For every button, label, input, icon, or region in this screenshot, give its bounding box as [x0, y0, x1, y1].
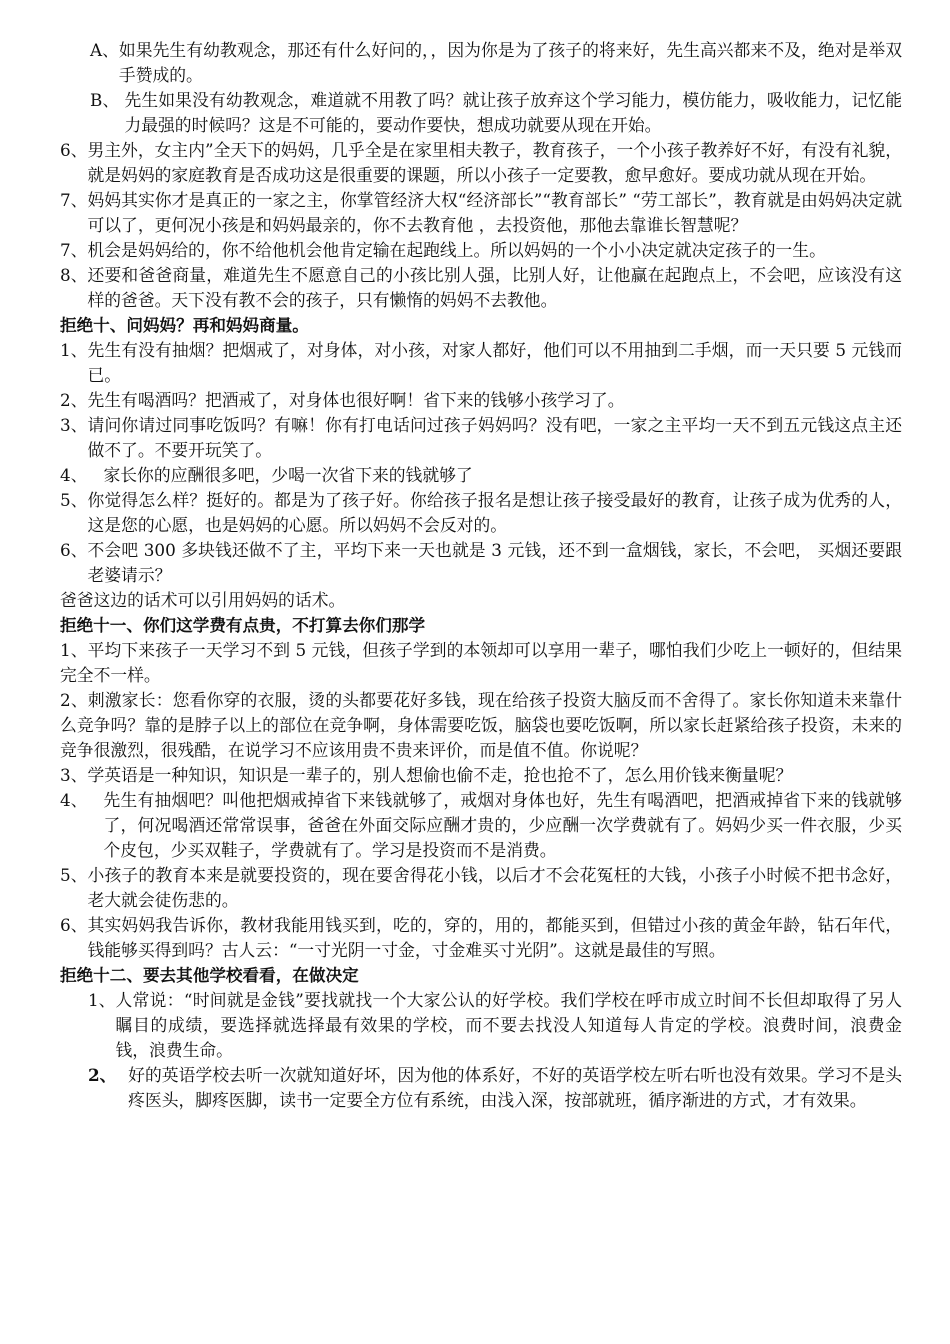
list-item: [60, 238, 902, 263]
list-item-text: 不会吧 300 多块钱还做不了主，平均下来一天也就是 3 元钱，还不到一盒烟钱，家长，不会吧， 买烟还要跟老婆请示？: [87, 540, 902, 585]
list-item-text: 家长你的应酬很多吧，少喝一次省下来的钱就够了: [103, 465, 473, 485]
list-item-number: 2、: [88, 1065, 129, 1085]
list-item: [60, 88, 902, 138]
list-item-text: 男主外，女主内”全天下的妈妈，几乎全是在家里相夫教子，教育孩子，一个小孩子教养好不好，有没有礼貌，就是妈妈的家庭教育是否成功这是很重要的课题，所以小孩子一定要教，愈早愈好。要成功就从现在开始。: [87, 140, 902, 185]
list-item-number: A、: [90, 40, 119, 60]
list-item-text: 你觉得怎么样？挺好的。都是为了孩子好。你给孩子报名是想让孩子接受最好的教育，让孩子成为优秀的人，这是您的心愿，也是妈妈的心愿。所以妈妈不会反对的。: [87, 490, 902, 535]
list-item-number: 7、: [60, 240, 88, 260]
list-item: [60, 338, 902, 388]
list-item-number: 6、: [60, 915, 88, 935]
list-item: [60, 988, 902, 1063]
list-item-number: 2、: [60, 390, 88, 410]
list-item-number: 4、: [60, 790, 104, 810]
list-item: [60, 388, 902, 413]
list-item-number: 1、: [60, 340, 88, 360]
list-item-number: 6、: [60, 540, 88, 560]
list-item-number: B、: [90, 90, 125, 110]
section-heading: 拒绝十二、要去其他学校看看，在做决定: [60, 966, 359, 985]
list-item-text: 好的英语学校去听一次就知道好坏，因为他的体系好，不好的英语学校左听右听也没有效果。学习不是头疼医头，脚疼医脚，读书一定要全方位有系统，由浅入深，按部就班，循序渐进的方式，才有效果。: [128, 1065, 902, 1110]
list-item: [60, 463, 902, 488]
section-heading: 拒绝十、问妈妈？再和妈妈商量。: [60, 316, 309, 335]
list-item-text: 机会是妈妈给的，你不给他机会他肯定输在起跑线上。所以妈妈的一个小小决定就决定孩子的一生。: [87, 240, 826, 260]
paragraph: 3、学英语是一种知识，知识是一辈子的，别人想偷也偷不走，抢也抢不了，怎么用价钱来衡量呢？: [60, 765, 793, 785]
list-item: [60, 788, 902, 863]
list-item-text: 还要和爸爸商量，难道先生不愿意自己的小孩比别人强，比别人好，让他赢在起跑点上，不会吧，应该没有这样的爸爸。天下没有教不会的孩子，只有懒惰的妈妈不去教他。: [87, 265, 902, 310]
list-item: [60, 863, 902, 913]
list-item: [60, 263, 902, 313]
list-item-text: 先生有抽烟吧？叫他把烟戒掉省下来钱就够了，戒烟对身体也好，先生有喝酒吧，把酒戒掉省下来的钱就够了，何况喝酒还常常误事，爸爸在外面交际应酬才贵的，少应酬一次学费就有了。妈妈少买一件衣服，少买个皮包，少买双鞋子，学费就有了。学习是投资而不是消费。: [103, 790, 902, 860]
list-item-text: 妈妈其实你才是真正的一家之主，你掌管经济大权“经济部长”“教育部长” “劳工部长”，教育就是由妈妈决定就可以了，更何况小孩是和妈妈最亲的，你不去教育他 ，去投资他，那他去靠谁长智慧呢？: [87, 190, 902, 235]
list-item-number: 7、: [60, 190, 88, 210]
list-item-number: 8、: [60, 265, 88, 285]
list-item-number: 3、: [60, 415, 88, 435]
list-item: [60, 413, 902, 463]
list-item: [60, 138, 902, 188]
list-item-number: 6、: [60, 140, 88, 160]
list-item-text: 如果先生有幼教观念，那还有什么好问的，，因为你是为了孩子的将来好，先生高兴都来不及，绝对是举双手赞成的。: [118, 40, 902, 85]
list-item: [60, 488, 902, 538]
list-item: [60, 913, 902, 963]
list-item: [60, 188, 902, 238]
list-item: [60, 1063, 902, 1113]
list-item-number: 5、: [60, 865, 88, 885]
list-item-text: 先生有喝酒吗？把酒戒了，对身体也很好啊！省下来的钱够小孩学习了。: [87, 390, 625, 410]
list-item-text: 小孩子的教育本来是就要投资的，现在要舍得花小钱，以后才不会花冤枉的大钱，小孩子小时候不把书念好，老大就会徒伤悲的。: [87, 865, 902, 910]
list-item-text: 先生如果没有幼教观念，难道就不用教了吗？就让孩子放弃这个学习能力，模仿能力，吸收能力，记忆能力最强的时候吗？这是不可能的，要动作要快，想成功就要从现在开始。: [124, 90, 902, 135]
list-item-number: 5、: [60, 490, 88, 510]
list-item-number: 1、: [88, 990, 116, 1010]
list-item: [60, 538, 902, 588]
list-item-text: 人常说：“时间就是金钱”要找就找一个大家公认的好学校。我们学校在呼市成立时间不长但却取得了另人瞩目的成绩，要选择就选择最有效果的学校，而不要去找没人知道每人肯定的学校。浪费时间，浪费金钱，浪费生命。: [115, 990, 902, 1060]
list-item-text: 先生有没有抽烟？把烟戒了，对身体，对小孩，对家人都好，他们可以不用抽到二手烟，而一天只要 5 元钱而已。: [87, 340, 902, 385]
list-item-number: 4、: [60, 465, 104, 485]
paragraph: 2、刺激家长：您看你穿的衣服，烫的头都要花好多钱，现在给孩子投资大脑反而不舍得了。家长你知道未来靠什么竞争吗？靠的是脖子以上的部位在竞争啊，身体需要吃饭，脑袋也要吃饭啊，所以家长赶紧给孩子投资，未来的竞争很激烈，很残酷，在说学习不应该用贵不贵来评价，而是值不值。你说呢？: [60, 690, 902, 760]
list-item-text: 请问你请过同事吃饭吗？有嘛！你有打电话问过孩子妈妈吗？没有吧，一家之主平均一天不到五元钱这点主还做不了。不要开玩笑了。: [87, 415, 902, 460]
section-heading: 拒绝十一、你们这学费有点贵，不打算去你们那学: [60, 616, 426, 635]
list-item: [60, 38, 902, 88]
paragraph: 爸爸这边的话术可以引用妈妈的话术。: [60, 590, 346, 610]
paragraph: 1、平均下来孩子一天学习不到 5 元钱，但孩子学到的本领却可以享用一辈子，哪怕我们少吃上一顿好的，但结果完全不一样。: [60, 640, 902, 685]
list-item-text: 其实妈妈我告诉你，教材我能用钱买到，吃的，穿的，用的，都能买到，但错过小孩的黄金年龄，钻石年代，钱能够买得到吗？古人云：“一寸光阴一寸金，寸金难买寸光阴”。这就是最佳的写照。: [87, 915, 902, 960]
